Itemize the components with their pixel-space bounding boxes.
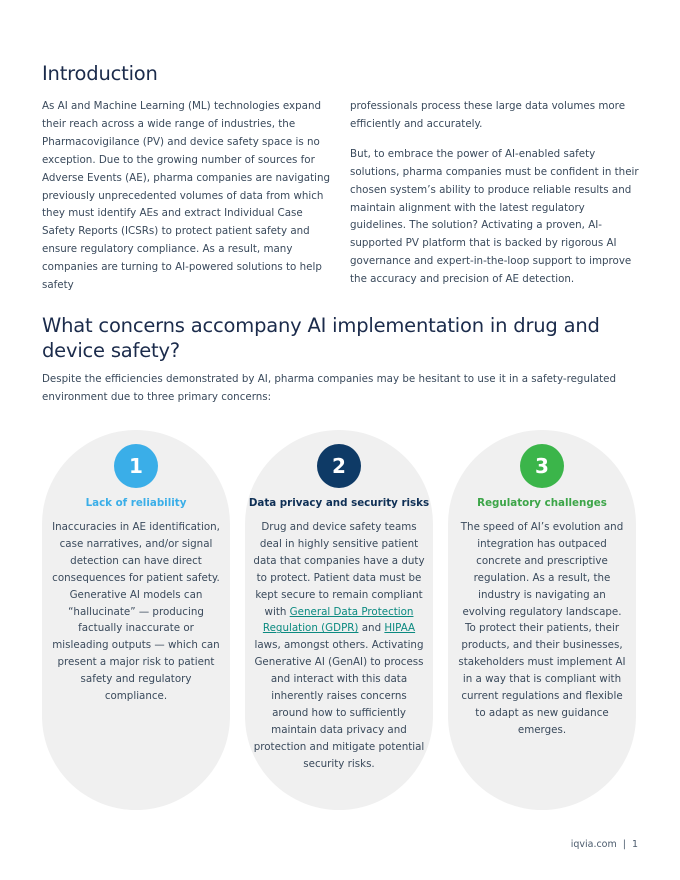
concern-card-privacy <box>245 430 433 810</box>
concern-number-badge: 2 <box>317 444 361 488</box>
concern-body: Inaccuracies in AE identification, case narratives, and/or signal detection can have direct consequences for patient safety. Generative AI models can “hallucinate” — producing factually inaccurate or misleading outputs — which can present a major risk to patient safety and regulatory compliance. <box>52 521 220 703</box>
concerns-lead: Despite the efficiencies demonstrated by AI, pharma companies may be hesitant to use it in a safety-regulated environment due to three primary concerns: <box>42 373 617 403</box>
concern-body: The speed of AI’s evolution and integration has outpaced concrete and prescriptive regulation. As a result, the industry is navigating an evolving regulatory landscape. To protect their patients, their products, and their businesses, stakeholders must implement AI in a way that is compliant with current regulations and flexible to adapt as new guidance emerges. <box>458 521 626 736</box>
concern-card-regulatory <box>448 430 636 810</box>
concerns-heading: What concerns accompany AI implementation in drug and device safety? <box>42 314 600 362</box>
concern-title: Regulatory challenges <box>477 497 607 509</box>
concern-title: Data privacy and security risks <box>248 497 430 509</box>
concern-body-and: and <box>358 622 385 635</box>
intro-paragraph-right-2: But, to embrace the power of AI-enabled safety solutions, pharma companies must be confident in their chosen system’s ability to produce reliable results and maintain alignment with the latest regulatory guidelines. The solution? Activating a proven, AI-supported PV platform that is backed by rigorous AI governance and expert-in-the-loop support to improve the accuracy and precision of AE detection. <box>350 147 639 286</box>
concern-body <box>253 519 425 773</box>
introduction-heading: Introduction <box>42 62 158 85</box>
intro-paragraph-right-1: professionals process these large data volumes more efficiently and accurately. <box>350 100 626 130</box>
intro-column-right <box>350 98 642 289</box>
concern-number-badge: 1 <box>114 444 158 488</box>
page-footer <box>571 839 638 850</box>
gdpr-link[interactable]: General Data Protection Regulation (GDPR) <box>262 605 414 635</box>
concern-body-start: Drug and device safety teams deal in highly sensitive patient data that companies have a duty to protect. Patient data must be kept secure to remain compliant with <box>253 521 425 618</box>
concern-title: Lack of reliability <box>85 497 187 509</box>
footer-separator: | <box>622 839 626 850</box>
concern-card-reliability <box>42 430 230 810</box>
hipaa-link[interactable]: HIPAA <box>384 622 416 635</box>
concern-body-end: laws, amongst others. Activating Generative AI (GenAI) to process and interact with this data inherently raises concerns around how to sufficiently maintain data privacy and protection and mitigate potential security risks. <box>253 639 425 770</box>
intro-column-left <box>42 98 332 295</box>
intro-paragraph-left: As AI and Machine Learning (ML) technologies expand their reach across a wide range of industries, the Pharmacovigilance (PV) and device safety space is no exception. Due to the growing number of sources for Adverse Events (AE), pharma companies are navigating previously unprecedented volumes of data from which they must identify AEs and extract Individual Case Safety Reports (ICSRs) to protect patient safety and ensure regulatory compliance. As a result, many companies are turning to AI-powered solutions to help safety <box>42 100 331 292</box>
footer-site: iqvia.com <box>570 839 617 850</box>
concern-number-badge: 3 <box>520 444 564 488</box>
page-number: 1 <box>631 839 638 850</box>
